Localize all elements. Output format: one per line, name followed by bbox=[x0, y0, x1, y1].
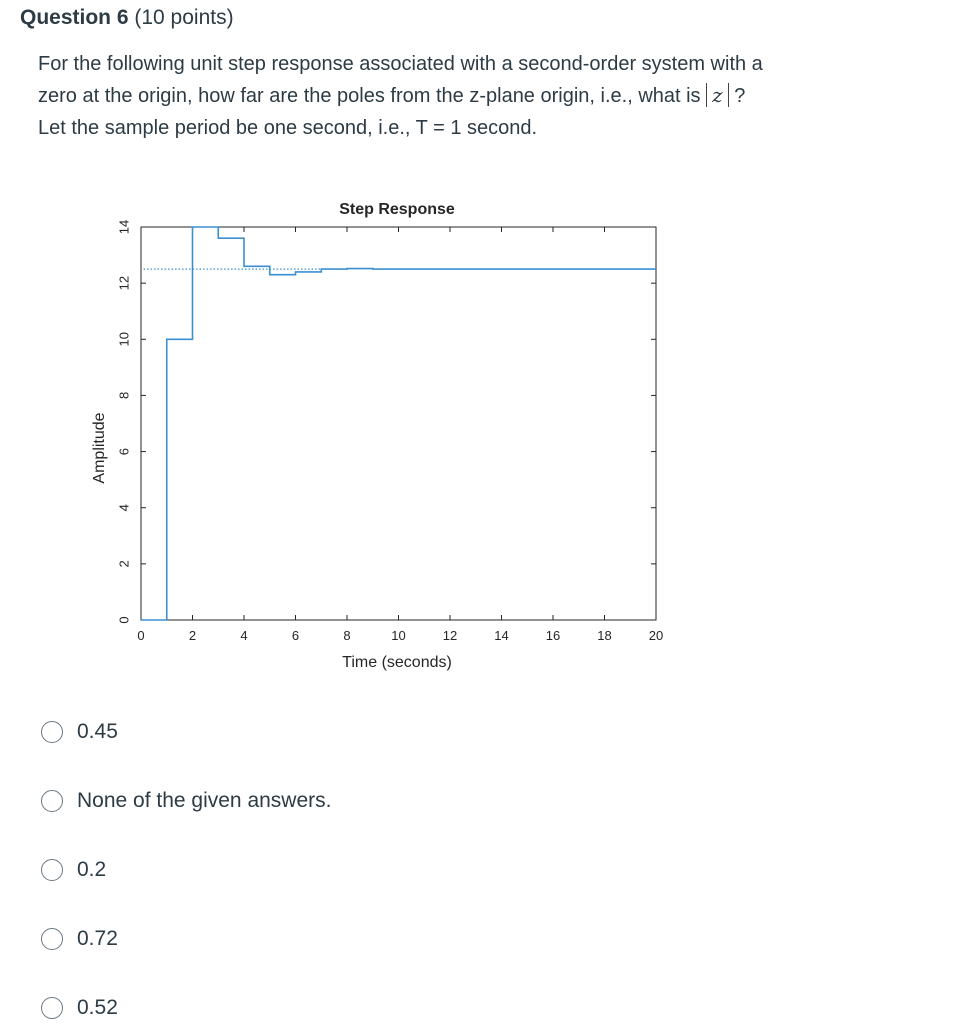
y-tick-label: 2 bbox=[116, 560, 132, 568]
y-tick-label: 8 bbox=[116, 391, 132, 400]
chart-ylabel: Amplitude bbox=[91, 412, 108, 484]
y-tick-label: 10 bbox=[116, 332, 132, 347]
question-text bbox=[38, 48, 938, 144]
answer-option-4[interactable] bbox=[41, 927, 118, 951]
answer-label: 0.52 bbox=[77, 996, 118, 1019]
x-tick-label: 14 bbox=[494, 628, 509, 643]
x-tick-label: 10 bbox=[391, 628, 406, 643]
x-tick-label: 16 bbox=[545, 628, 561, 643]
step-response-line bbox=[141, 227, 656, 620]
answer-option-2[interactable] bbox=[41, 789, 331, 813]
answer-label: 0.45 bbox=[77, 720, 118, 743]
abs-z-symbol: z bbox=[706, 83, 729, 107]
x-tick-label: 4 bbox=[240, 628, 248, 643]
chart-title: Step Response bbox=[339, 201, 455, 218]
question-header bbox=[20, 6, 234, 30]
question-text-line2-prefix: zero at the origin, how far are the poles from the z-plane origin, i.e., what is bbox=[38, 85, 701, 107]
x-tick-label: 18 bbox=[597, 628, 612, 643]
answer-label: 0.2 bbox=[77, 858, 107, 881]
step-response-chart bbox=[80, 190, 680, 680]
radio-circle-icon[interactable] bbox=[41, 997, 63, 1019]
question-text-line1: For the following unit step response associated with a second-order system with a bbox=[38, 53, 763, 75]
question-text-line3: Let the sample period be one second, i.e., T = 1 second. bbox=[38, 117, 538, 139]
question-text-line2 bbox=[38, 80, 938, 112]
y-tick-label: 4 bbox=[116, 504, 132, 512]
plot-frame bbox=[141, 227, 656, 620]
x-tick-label: 20 bbox=[648, 628, 664, 643]
chart-xlabel: Time (seconds) bbox=[342, 654, 452, 671]
x-tick-label: 2 bbox=[188, 628, 197, 643]
answer-option-1[interactable] bbox=[41, 720, 118, 744]
question-points: (10 points) bbox=[134, 6, 234, 29]
step-response-plot bbox=[80, 190, 680, 680]
y-tick-label: 12 bbox=[116, 275, 132, 291]
answer-option-5[interactable] bbox=[41, 996, 118, 1020]
radio-circle-icon[interactable] bbox=[41, 790, 63, 812]
question-text-line2-suffix: ? bbox=[734, 85, 746, 107]
radio-circle-icon[interactable] bbox=[41, 721, 63, 743]
radio-circle-icon[interactable] bbox=[41, 859, 63, 881]
y-tick-label: 0 bbox=[116, 616, 132, 624]
y-tick-label: 6 bbox=[116, 447, 132, 456]
answer-label: None of the given answers. bbox=[77, 789, 332, 812]
x-tick-label: 6 bbox=[291, 628, 300, 643]
x-tick-label: 12 bbox=[442, 628, 458, 643]
answer-option-3[interactable] bbox=[41, 858, 106, 882]
question-title: Question 6 bbox=[20, 6, 129, 29]
y-tick-label: 14 bbox=[116, 219, 132, 235]
answer-label: 0.72 bbox=[77, 927, 118, 950]
x-tick-label: 0 bbox=[137, 628, 145, 643]
radio-circle-icon[interactable] bbox=[41, 928, 63, 950]
x-tick-label: 8 bbox=[343, 628, 351, 643]
